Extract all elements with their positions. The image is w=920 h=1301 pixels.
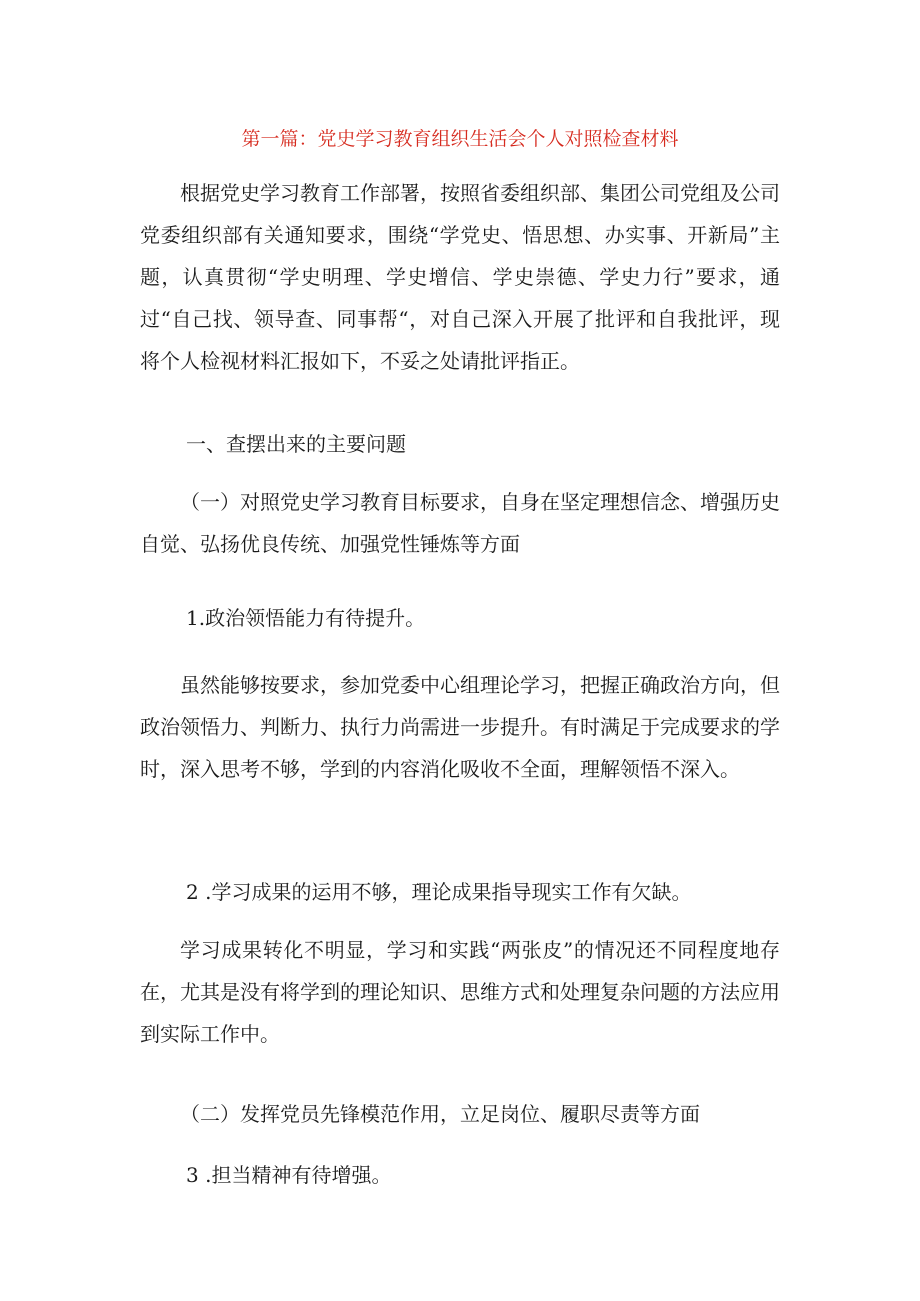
item-body-2: 学习成果转化不明显，学习和实践“两张皮”的情况还不同程度地存在，尤其是没有将学到的理论知识、思维方式和处理复杂问题的方法应用到实际工作中。 [140, 938, 780, 1046]
item-heading-1: 1.政治领悟能力有待提升。 [186, 606, 426, 630]
intro-paragraph: 根据党史学习教育工作部署，按照省委组织部、集团公司党组及公司党委组织部有关通知要求，围绕“学党史、悟思想、办实事、开新局”主题，认真贯彻“学史明理、学史增信、学史崇德、学史力行”要求，通过“自己找、领导查、同事帮“，对自己深入开展了批评和自我批评，现将个人检视材料汇报如下，不妥之处请批评指正。 [140, 181, 780, 373]
item-body-1: 虽然能够按要求，参加党委中心组理论学习，把握正确政治方向，但政治领悟力、判断力、执行力尚需进一步提升。有时满足于完成要求的学时，深入思考不够，学到的内容消化吸收不全面，理解领悟不深入。 [140, 673, 780, 781]
item-heading-3: 3 .担当精神有待增强。 [186, 1163, 392, 1187]
subsection-heading-1: （一）对照党史学习教育目标要求，自身在坚定理想信念、增强历史自觉、弘扬优良传统、加强党性锤炼等方面 [140, 490, 780, 556]
item-heading-2: 2 .学习成果的运用不够，理论成果指导现实工作有欠缺。 [186, 880, 692, 904]
section-heading: 一、查摆出来的主要问题 [186, 432, 406, 456]
subsection-heading-2: （二）发挥党员先锋模范作用，立足岗位、履职尽责等方面 [180, 1102, 700, 1126]
document-title: 第一篇：党史学习教育组织生活会个人对照检查材料 [241, 128, 679, 150]
